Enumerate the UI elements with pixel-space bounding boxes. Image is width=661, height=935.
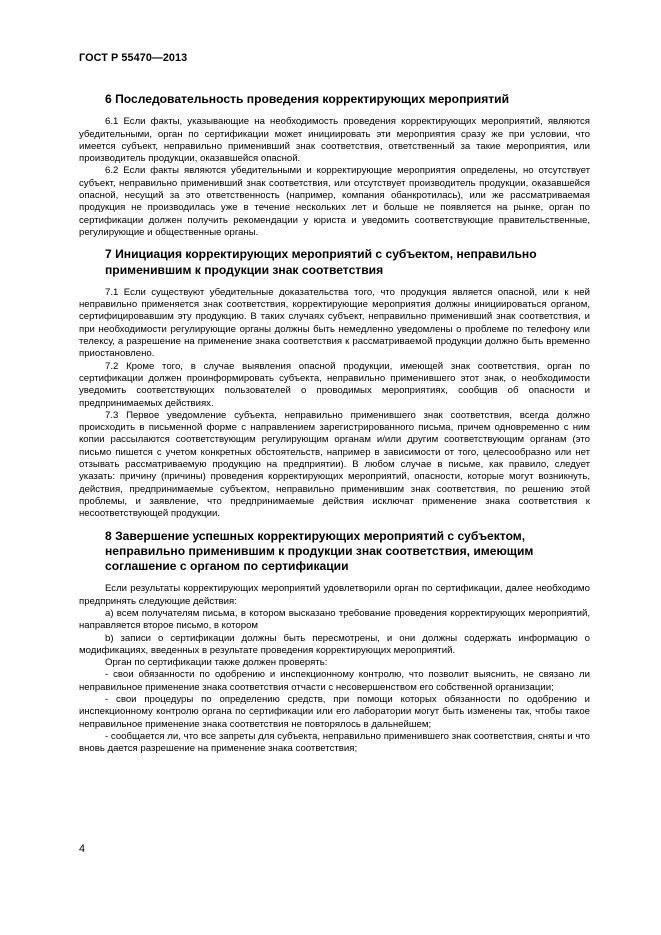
paragraph-7-1: 7.1 Если существуют убедительные доказательства того, что продукция является опасной, или к ней неправильно применяется знак соответствия, корректирующие мероприятия должны инициироваться органом, сертифицировавшим эту продукцию. В таких случаях субъект, неправильно применивший знак соответствия, и при необходимости регулирующие органы должны быть немедленно уведомлены о проблеме по телефону или телексу, а разрешение на применение знака соответствия к рассматриваемой продукции должно быть временно приостановлено. (79, 286, 590, 360)
section-6 (79, 92, 590, 239)
list-item-a: a) всем получателям письма, в котором высказано требование проведения корректирующих мероприятий, направляется второе письмо, в котором (79, 607, 590, 632)
section-6-heading: 6 Последовательность проведения корректирующих мероприятий (105, 92, 510, 106)
paragraph-6-2: 6.2 Если факты являются убедительными и корректирующие мероприятия определены, но отсутствует субъект, неправильно применивший знак соответствия, или отсутствует производитель продукции, оказавшейся опасной, несущий за это ответственность (например, компания обанкротилась), или же рассматриваемая продукция не производилась уже в течение нескольких лет и больше не появляется на рынке, орган по сертификации должен получить рекомендации у юриста и уведомить соответствующие правительственные, регулирующие и общественные органы. (79, 165, 590, 238)
paragraph-8-intro: Если результаты корректирующих мероприятий удовлетворили орган по сертификации, далее необходимо предпринять следующие действия: (79, 583, 590, 607)
document-body (79, 92, 590, 756)
page-number: 4 (79, 843, 86, 855)
paragraph-6-1: 6.1 Если факты, указывающие на необходимость проведения корректирующих мероприятий, являются убедительными, орган по сертификации может инициировать эти мероприятия сразу же при условии, что имеется субъект, неправильно применивший знак соответствия, ответственный за такие мероприятия, или производитель продукции, оказавшейся опасной. (79, 116, 590, 165)
paragraph-7-2: 7.2 Кроме того, в случае выявления опасной продукции, имеющей знак соответствия, орган по сертификации должен проинформировать субъекта, неправильно применившего этот знак, о необходимости уведомить соответствующих пользователей о проводимых мероприятиях, сообщив об опасности и предпринимаемых действиях. (79, 360, 590, 409)
paragraph-7-3: 7.3 Первое уведомление субъекта, неправильно применившего знак соответствия, всегда должно происходить в письменной форме с направлением зарегистрированного письма, причем одновременно с ним копии рассылаются соответствующим регулирующим органам и/или другим соответствующим органам (это письмо пишется с учетом конкретных обстоятельств, например в зависимости от того, целесообразно или нет отзывать рассматриваемую продукцию на предприятии). В любом случае в письме, как правило, следует указать: причину (причины) проведения корректирующих мероприятий, опасности, которые могут возникнуть, действия, предпринимаемые субъектом, неправильно применившим знак соответствия, по решению этой проблемы, и заявление, что предпринимаемые действия исключат применение знака соответствия к несоответствующей продукции. (79, 409, 590, 520)
section-7-heading: 7 Инициация корректирующих мероприятий с субъектом, неправильно применившим к продукции знак соответствия (105, 247, 537, 277)
list-item-b: b) записи о сертификации должны быть пересмотрены, и они должны содержать информацию о модификациях, введенных в результате проведения корректирующих мероприятий. (79, 632, 590, 656)
list-item-dash-1: - свои обязанности по одобрению и инспекционному контролю, что позволит выяснить, не связано ли неправильное применение знака соответствия отчасти с несовершенством его собственной организации; (79, 669, 590, 693)
document-code-header: ГОСТ Р 55470—2013 (79, 52, 188, 64)
section-8-heading: 8 Завершение успешных корректирующих мероприятий с субъектом, неправильно применившим к продукции знак соответствия, имеющим соглашение с органом по сертификации (105, 528, 534, 574)
paragraph-8-checks-intro: Орган по сертификации также должен проверять: (105, 657, 328, 669)
section-7 (79, 247, 590, 520)
section-8 (79, 529, 590, 756)
list-item-dash-2: - свои процедуры по определению средств, при помощи которых обязанности по одобрению и инспекционному контролю органа по сертификации или его лаборатории могут быть изменены так, чтобы такое неправильное применение знака соответствия не повторялось в дальнейшем; (79, 694, 590, 730)
list-item-dash-3: - сообщается ли, что все запреты для субъекта, неправильно применившего знак соответствия, сняты и что вновь дается разрешение на применение знака соответствия; (79, 730, 590, 755)
